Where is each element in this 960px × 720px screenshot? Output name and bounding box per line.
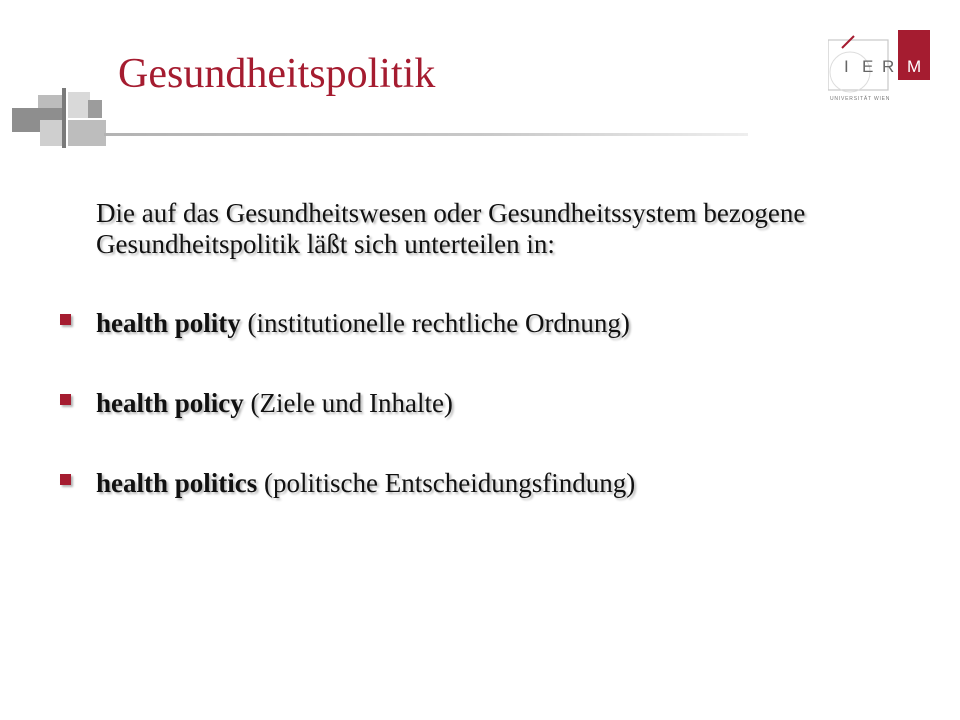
bullet-term: health politics xyxy=(96,468,258,498)
square-bullet-icon xyxy=(60,474,71,485)
bullet-text xyxy=(96,458,635,508)
bullet-description: (Ziele und Inhalte) xyxy=(250,388,453,418)
bullet-description: (politische Entscheidungsfindung) xyxy=(264,468,636,498)
logo-letter-r: R xyxy=(882,57,895,76)
logo-subtitle: UNIVERSITÄT WIEN xyxy=(830,96,891,102)
list-item xyxy=(58,298,878,378)
bullet-description: (institutionelle rechtliche Ordnung) xyxy=(247,308,630,338)
logo-letter-e: E xyxy=(862,57,874,76)
bullet-text xyxy=(96,298,630,348)
title-divider xyxy=(104,133,748,136)
bullet-term: health policy xyxy=(96,388,244,418)
bullet-term: health polity xyxy=(96,308,241,338)
decorative-blocks xyxy=(0,0,120,160)
logo-letter-m: M xyxy=(907,57,922,76)
bullet-text xyxy=(96,378,453,428)
logo-letter-i: I xyxy=(844,57,849,76)
square-bullet-icon xyxy=(60,394,71,405)
square-bullet-icon xyxy=(60,314,71,325)
list-item xyxy=(58,458,878,538)
slide-title: Gesundheitspolitik xyxy=(118,51,436,97)
bullet-list xyxy=(58,298,878,538)
list-item xyxy=(58,378,878,458)
ierm-logo xyxy=(828,30,930,102)
intro-paragraph: Die auf das Gesundheitswesen oder Gesundheitssystem bezogene Gesundheitspolitik läßt sich unterteilen in: xyxy=(96,198,806,259)
